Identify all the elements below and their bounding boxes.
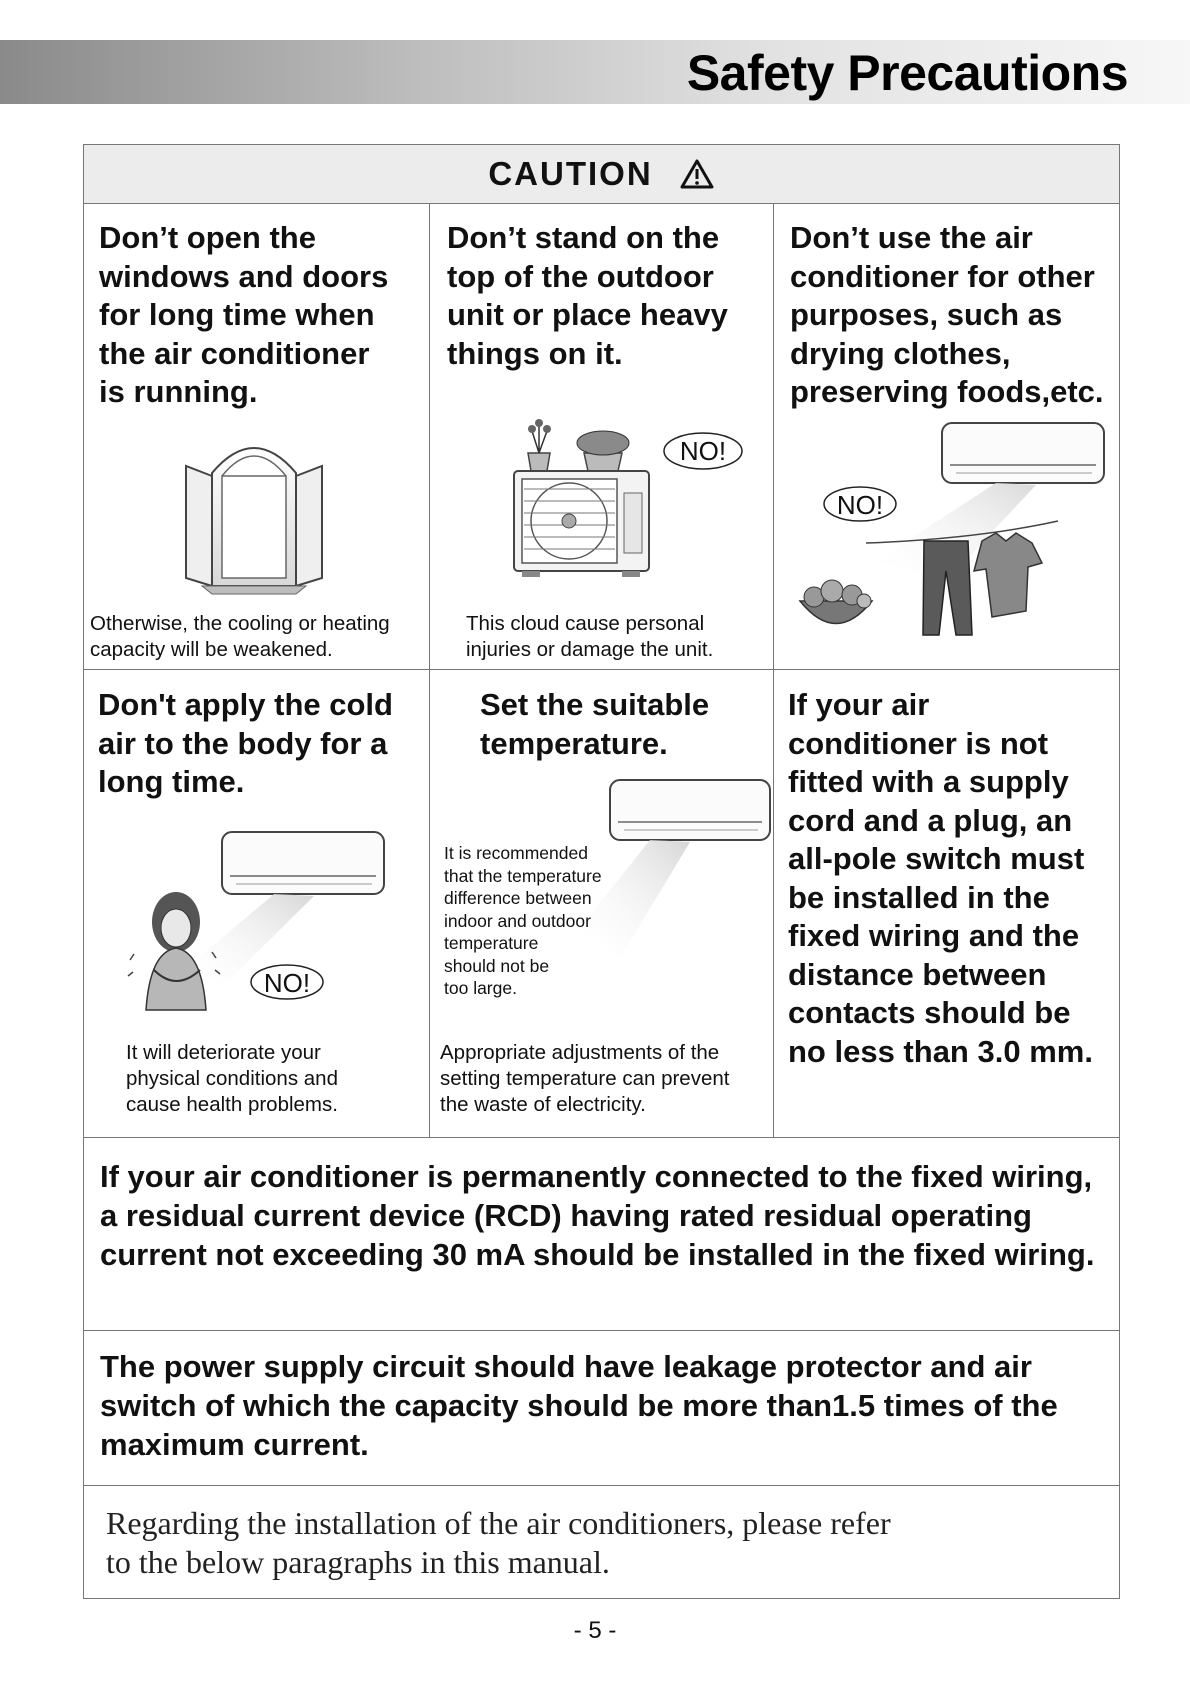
- no-badge-clothes-label: NO!: [836, 490, 884, 520]
- note-temperature: Appropriate adjustments of the setting temperature can prevent the waste of electricity.: [440, 1041, 730, 1116]
- rcd-text: If your air conditioner is permanently connected to the fixed wiring, a residual current device (RCD) having rated residual operating current not exceeding 30 mA should be installed in the fixed wiring.: [100, 1159, 1095, 1272]
- cell-temperature: [430, 670, 774, 1137]
- installation-row: [84, 1486, 1119, 1598]
- caution-header: [84, 145, 1119, 204]
- inner-note-temperature: It is recommended that the temperature difference between indoor and outdoor temperature should not be too large.: [444, 843, 602, 998]
- outdoor-unit-icon: [512, 413, 662, 583]
- cell-all-pole-switch: [774, 670, 1121, 1137]
- rcd-row: [84, 1138, 1119, 1331]
- page-title: Safety Precautions: [686, 45, 1128, 101]
- installation-text: Regarding the installation of the air conditioners, please refer to the below paragraphs in this manual.: [106, 1505, 891, 1580]
- indoor-unit-icon: [610, 780, 770, 840]
- drying-clothes-illustration: [796, 421, 1116, 669]
- caution-box: [83, 144, 1120, 1599]
- cell-cold-air: [84, 670, 430, 1137]
- open-window-icon: [184, 428, 324, 593]
- no-badge-cold-air-label: NO!: [263, 968, 311, 998]
- caution-label: CAUTION: [488, 155, 653, 192]
- heading-outdoor-unit: Don’t stand on the top of the outdoor unit or place heavy things on it.: [447, 220, 728, 371]
- heading-other-purposes: Don’t use the air conditioner for other purposes, such as drying clothes, preserving foods,etc.: [790, 220, 1104, 409]
- caution-row-2: [84, 670, 1119, 1138]
- no-badge-outdoor-label: NO!: [679, 436, 727, 466]
- note-cold-air: It will deteriorate your physical conditions and cause health problems.: [126, 1041, 338, 1116]
- cell-outdoor-unit: [430, 203, 774, 669]
- cell-other-purposes: [774, 203, 1121, 669]
- cell-windows: [84, 203, 430, 669]
- power-supply-text: The power supply circuit should have leakage protector and air switch of which the capacity should be more than1.5 times of the maximum current.: [100, 1349, 1058, 1462]
- note-outdoor-unit: This cloud cause personal injuries or damage the unit.: [466, 612, 714, 661]
- heading-windows: Don’t open the windows and doors for long time when the air conditioner is running.: [99, 220, 389, 409]
- warning-triangle-icon: [679, 158, 715, 190]
- note-windows: Otherwise, the cooling or heating capacity will be weakened.: [90, 612, 390, 661]
- temperature-illustration: [600, 778, 772, 968]
- page-number: - 5 -: [573, 1617, 617, 1644]
- heading-cold-air: Don't apply the cold air to the body for a long time.: [98, 687, 393, 799]
- heading-all-pole-switch: If your air conditioner is not fitted with a supply cord and a plug, an all-pole switch must be installed in the fixed wiring and the distance between contacts should be no less than 3.0 mm.: [788, 687, 1093, 1069]
- power-supply-row: [84, 1331, 1119, 1486]
- caution-row-1: [84, 203, 1119, 670]
- indoor-unit-icon: [942, 423, 1104, 483]
- heading-temperature: Set the suitable temperature.: [480, 687, 710, 761]
